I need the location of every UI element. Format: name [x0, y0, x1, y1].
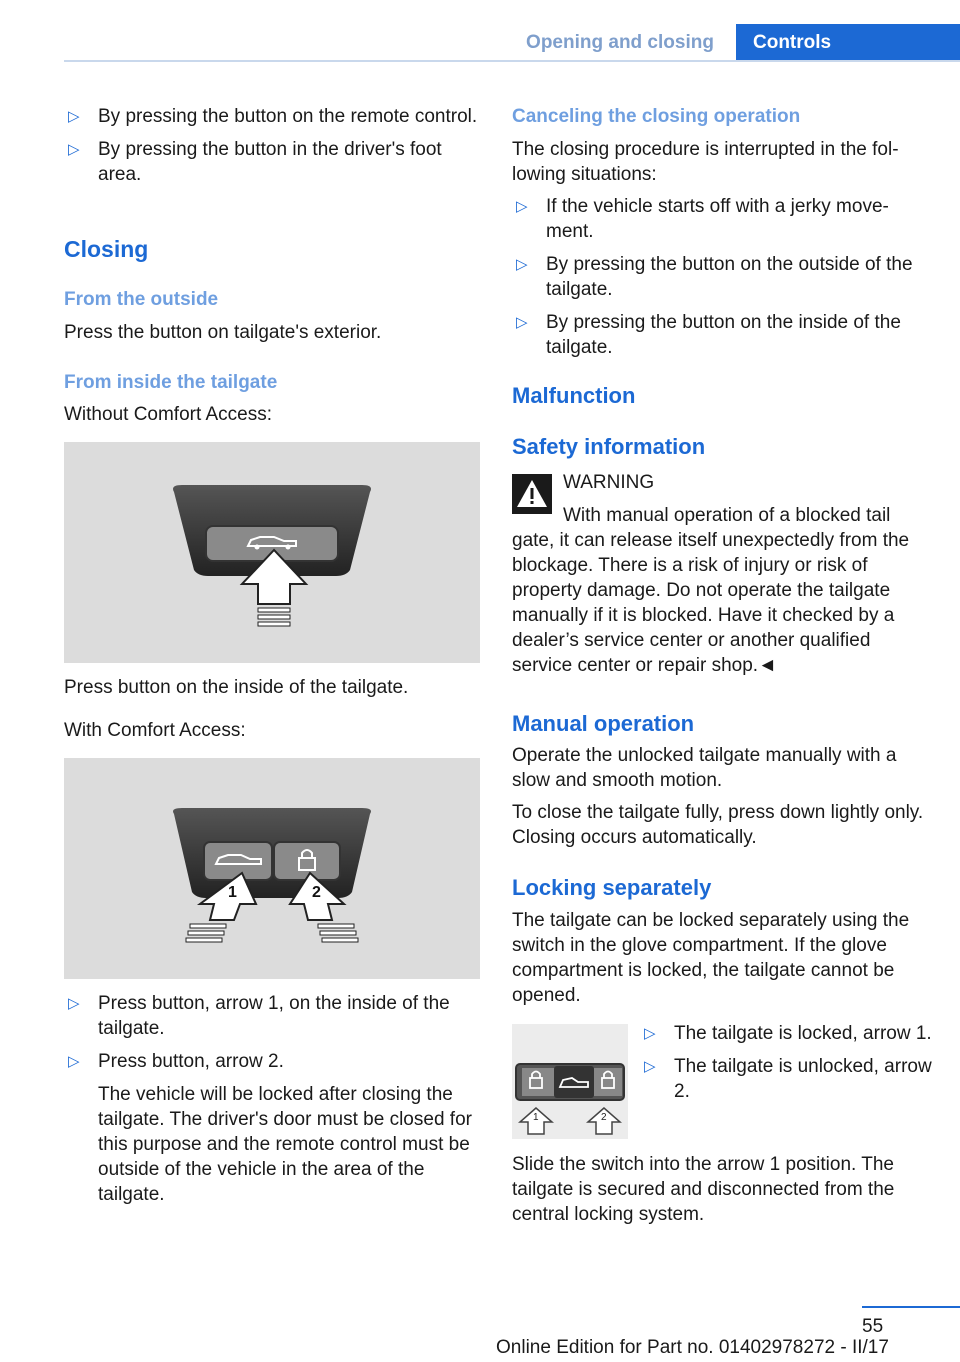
header-rule	[64, 60, 960, 62]
from-outside-heading: From the outside	[64, 289, 219, 310]
running-header-tab: Controls	[736, 24, 960, 62]
manual-operation-heading: Manual operation	[512, 711, 695, 736]
list-item: ▷ If the vehicle starts off with a jerky movement.	[516, 196, 889, 242]
page-number: 55	[862, 1316, 884, 1337]
list-item: ▷ Press button, arrow 1, on the inside of the tailgate.	[68, 993, 450, 1039]
from-inside-heading: From inside the tailgate	[64, 372, 278, 393]
list-item: ▷ By pressing the button on the inside of the tailgate.	[516, 312, 901, 358]
slide-switch-text: Slide the switch into the arrow 1 position. The tailgate is secured and disconnected from the central locking system.	[512, 1154, 895, 1225]
triangle-bullet-icon: ▷	[516, 256, 528, 273]
triangle-bullet-icon: ▷	[68, 108, 80, 125]
triangle-bullet-icon: ▷	[68, 1053, 80, 1070]
arrow-label: 1	[228, 884, 237, 901]
edition-line: Online Edition for Part no. 01402978272 - II/17	[496, 1337, 889, 1358]
with-comfort-access: With Comfort Access:	[64, 720, 246, 741]
triangle-bullet-icon: ▷	[68, 141, 80, 158]
footer-rule	[862, 1306, 960, 1308]
list-item: ▷ By pressing the button in the driver's foot area.	[68, 139, 442, 185]
left-top-bullets	[64, 104, 482, 187]
cancel-heading: Canceling the closing operation	[512, 106, 801, 127]
locking-bullets	[640, 1021, 932, 1104]
arrow-label: 2	[312, 884, 321, 901]
list-item: ▷ The tailgate is unlocked, arrow 2.	[644, 1056, 932, 1102]
locking-separately-heading: Locking separately	[512, 875, 712, 900]
without-comfort-access: Without Comfort Access:	[64, 404, 273, 425]
list-item-continuation: The vehicle will be locked after closing the tailgate. The driver's door must be closed for this purpose and the remote control must be outside of the vehicle in the area of the tailgate.	[98, 1084, 472, 1205]
warning-text-rest: gate, it can release itself unexpectedly from the blockage. There is a risk of injury or risk of property damage. Do not operate the tailgate manually if it is blocked. Have it checked by a dealer’s service center or another qualified service center or repair shop.◄	[512, 530, 910, 676]
arrow-label: 1	[533, 1112, 539, 1123]
warning-text-first: With manual operation of a blocked tail	[563, 505, 891, 526]
safety-heading: Safety information	[512, 434, 706, 459]
arrow-label: 2	[601, 1112, 607, 1123]
list-item: ▷ By pressing the button on the remote control.	[68, 106, 478, 127]
list-item: ▷ By pressing the button on the outside of the tailgate.	[516, 254, 913, 300]
malfunction-heading: Malfunction	[512, 383, 636, 408]
triangle-bullet-icon: ▷	[516, 198, 528, 215]
tailgate-button-figure	[64, 442, 480, 663]
triangle-bullet-icon: ▷	[516, 314, 528, 331]
manual-text-1: Operate the unlocked tailgate manually with a slow and smooth motion.	[512, 745, 897, 791]
manual-text-2: To close the tailgate fully, press down lightly only. Closing occurs automatically.	[512, 802, 924, 848]
glove-box-switch-figure	[512, 1024, 628, 1139]
warning-icon	[512, 474, 552, 514]
running-header-section: Opening and closing	[526, 32, 714, 53]
warning-label: WARNING	[563, 472, 655, 493]
figure1-caption: Press button on the inside of the tailgate.	[64, 677, 409, 698]
triangle-bullet-icon: ▷	[644, 1058, 656, 1075]
locking-text: The tailgate can be locked separately using the switch in the glove compartment. If the glove compartment is locked, the tailgate cannot be opened.	[512, 910, 910, 1006]
list-item: ▷ The tailgate is locked, arrow 1.	[644, 1023, 932, 1044]
from-outside-text: Press the button on tailgate's exterior.	[64, 322, 382, 343]
triangle-bullet-icon: ▷	[644, 1025, 656, 1042]
list-item: ▷ Press button, arrow 2.	[68, 1051, 284, 1072]
left-bottom-bullets	[64, 991, 482, 1207]
cancel-bullets	[512, 194, 930, 360]
closing-heading: Closing	[64, 236, 149, 262]
triangle-bullet-icon: ▷	[68, 995, 80, 1012]
comfort-access-buttons-figure	[64, 758, 480, 979]
cancel-intro: The closing procedure is interrupted in the following situations:	[512, 139, 899, 185]
